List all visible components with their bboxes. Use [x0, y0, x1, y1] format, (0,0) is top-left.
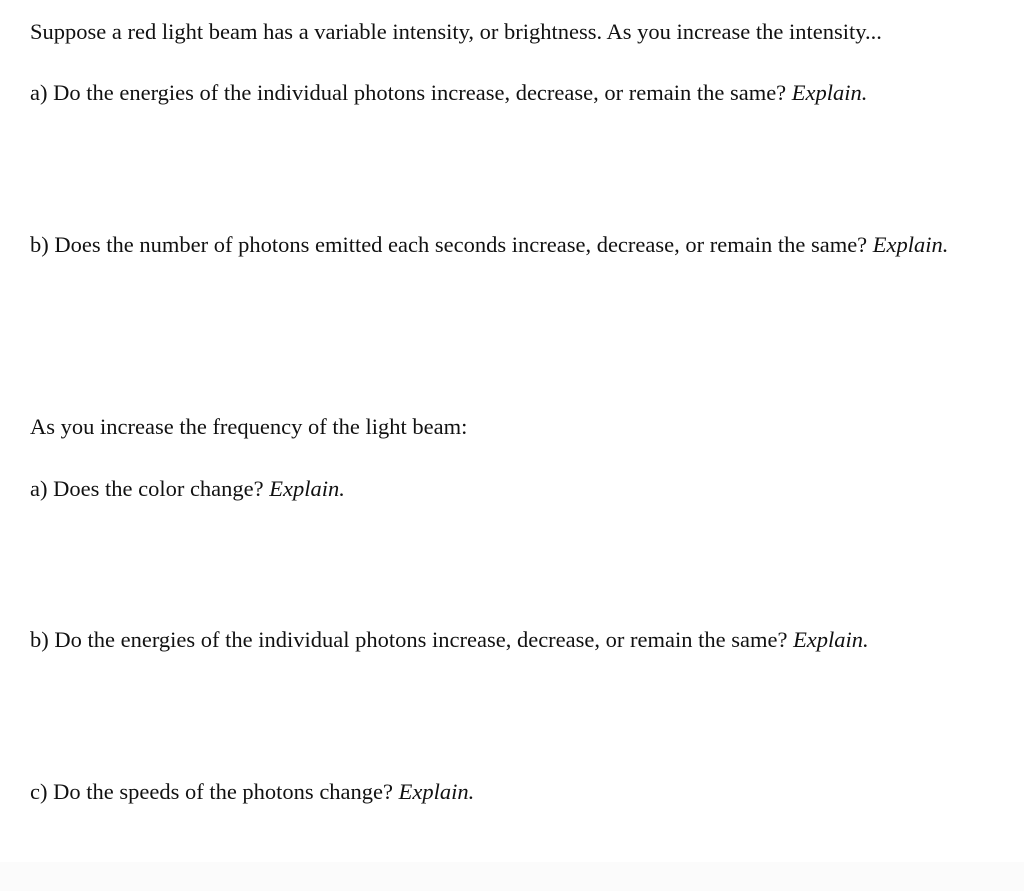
intro-statement: Suppose a red light beam has a variable intensity, or brightness. As you increase the intensity...	[30, 19, 882, 44]
question-1b-text: b) Does the number of photons emitted each seconds increase, decrease, or remain the same?	[30, 232, 868, 257]
question-2b	[30, 625, 869, 655]
question-2c	[30, 777, 474, 807]
intro-text	[30, 17, 882, 47]
section-2-statement: As you increase the frequency of the light beam:	[30, 414, 468, 439]
question-1a-explain: Explain.	[791, 80, 868, 105]
question-1a	[30, 78, 867, 108]
question-2a-explain: Explain.	[269, 476, 345, 501]
question-2a	[30, 474, 345, 504]
question-2b-text: b) Do the energies of the individual photons increase, decrease, or remain the same?	[30, 627, 788, 652]
question-2c-explain: Explain.	[398, 779, 475, 804]
page-bottom-margin	[0, 862, 1024, 891]
question-1a-text: a) Do the energies of the individual photons increase, decrease, or remain the same?	[30, 80, 787, 105]
question-1b-explain: Explain.	[872, 232, 949, 257]
question-1b	[30, 230, 980, 260]
question-2b-explain: Explain.	[793, 627, 869, 652]
section-2-intro	[30, 412, 467, 442]
question-2c-text: c) Do the speeds of the photons change?	[30, 779, 394, 804]
question-2a-text: a) Does the color change?	[30, 476, 264, 501]
